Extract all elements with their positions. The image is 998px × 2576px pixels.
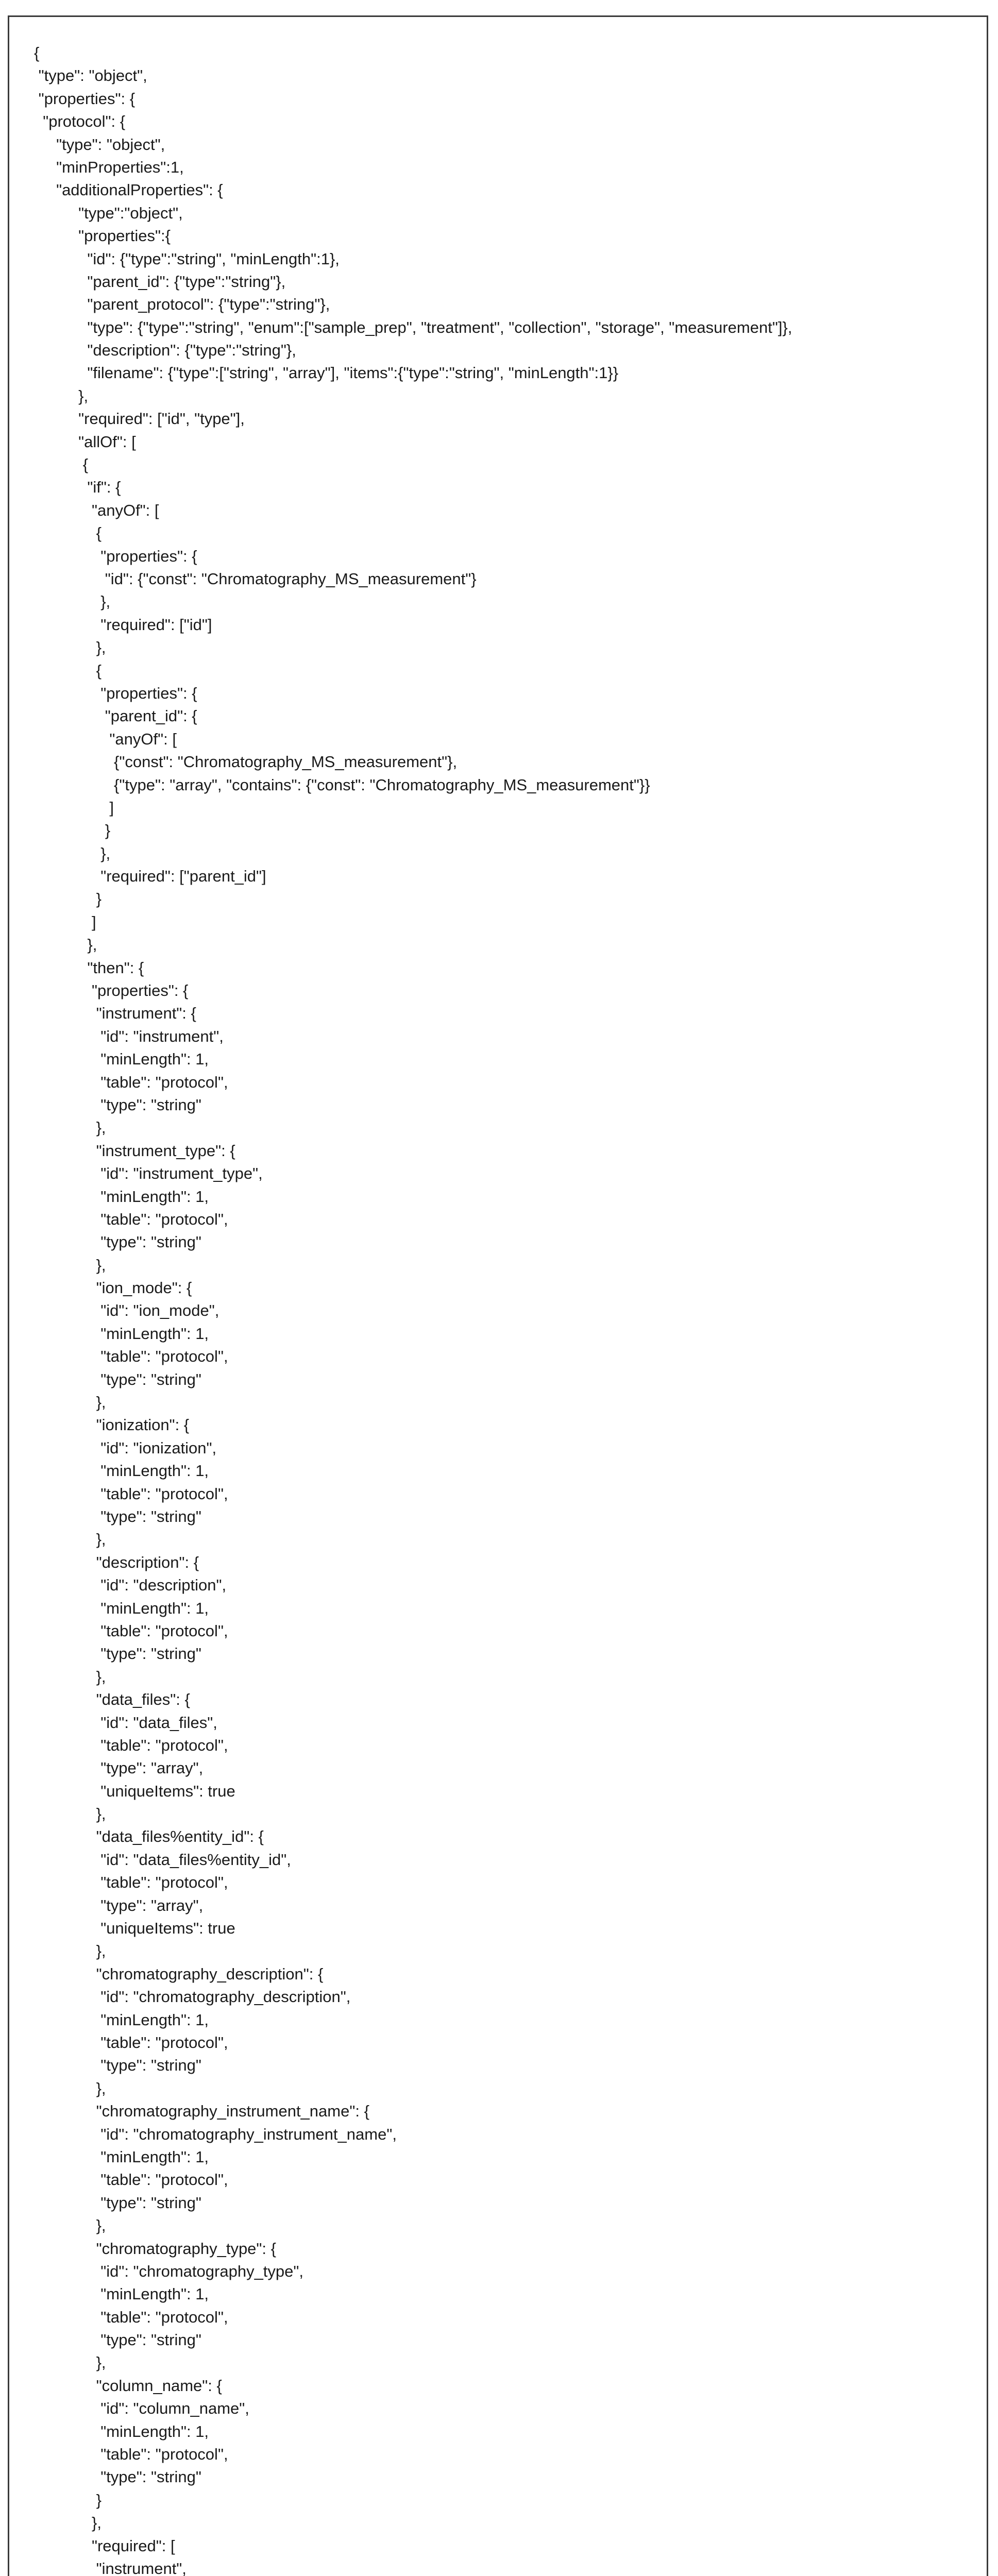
code-line: { xyxy=(34,455,89,474)
code-line: }, xyxy=(34,1256,106,1274)
code-line: "required": ["parent_id"] xyxy=(34,867,266,886)
code-line: "parent_id": {"type":"string"}, xyxy=(34,272,286,291)
code-line: "required": [ xyxy=(34,2536,175,2555)
code-line: "id": "data_files", xyxy=(34,1713,217,1732)
code-line: "table": "protocol", xyxy=(34,1073,228,1091)
code-line: "id": "ionization", xyxy=(34,1438,217,1457)
code-line: "minLength": 1, xyxy=(34,2010,209,2029)
code-line: }, xyxy=(34,1118,106,1137)
code-line: "chromatography_description": { xyxy=(34,1964,324,1983)
code-line: } xyxy=(34,821,111,840)
code-line: "chromatography_type": { xyxy=(34,2239,277,2258)
code-line: "properties": { xyxy=(34,89,136,108)
code-line: "type": "string" xyxy=(34,1095,201,1114)
code-line: } xyxy=(34,2490,102,2509)
code-line: "minLength": 1, xyxy=(34,1050,209,1069)
code-line: }, xyxy=(34,1805,106,1823)
code-line: "id": "description", xyxy=(34,1576,227,1595)
code-line: "type": "string" xyxy=(34,1645,201,1663)
code-line: ] xyxy=(34,798,114,817)
code-line: "allOf": [ xyxy=(34,432,136,451)
code-line: "type": "object", xyxy=(34,135,165,154)
code-line: "then": { xyxy=(34,958,144,977)
code-line: ] xyxy=(34,912,96,931)
code-line: { xyxy=(34,661,102,680)
code-line: }, xyxy=(34,2079,106,2097)
code-line: "table": "protocol", xyxy=(34,1621,228,1640)
code-line: "minLength": 1, xyxy=(34,1462,209,1480)
code-line: "instrument", xyxy=(34,2559,187,2576)
code-line: "ion_mode": { xyxy=(34,1279,192,1297)
code-line: }, xyxy=(34,1667,106,1686)
code-line: { xyxy=(34,44,40,62)
code-line: "table": "protocol", xyxy=(34,1736,228,1754)
code-line: "table": "protocol", xyxy=(34,1347,228,1366)
code-line: "instrument_type": { xyxy=(34,1141,235,1160)
code-line: "id": "column_name", xyxy=(34,2399,249,2418)
code-line: "anyOf": [ xyxy=(34,730,177,748)
code-line: "column_name": { xyxy=(34,2376,222,2395)
document-frame xyxy=(8,15,988,2576)
code-line: "type": "string" xyxy=(34,2056,201,2075)
code-line: "ionization": { xyxy=(34,1416,190,1434)
code-line: "protocol": { xyxy=(34,112,126,131)
code-line: { xyxy=(34,524,102,543)
code-line: "table": "protocol", xyxy=(34,1210,228,1228)
json-schema-code-block xyxy=(34,42,792,2576)
code-line: "minLength": 1, xyxy=(34,1599,209,1617)
code-line: "type": "array", xyxy=(34,1896,204,1914)
code-line: "id": "data_files%entity_id", xyxy=(34,1850,291,1869)
code-line: "table": "protocol", xyxy=(34,2033,228,2052)
code-line: }, xyxy=(34,2514,102,2532)
code-line: "type": "object", xyxy=(34,66,147,85)
code-line: "id": "instrument_type", xyxy=(34,1164,263,1183)
code-line: }, xyxy=(34,936,97,954)
code-line: "minLength": 1, xyxy=(34,2147,209,2166)
code-line: {"const": "Chromatography_MS_measurement"}, xyxy=(34,753,458,771)
code-line: }, xyxy=(34,386,89,405)
code-line: "id": "ion_mode", xyxy=(34,1301,219,1320)
code-line: "id": "chromatography_instrument_name", xyxy=(34,2125,397,2143)
code-line: }, xyxy=(34,2353,106,2372)
code-line: "id": "chromatography_description", xyxy=(34,1988,351,2006)
code-line: "additionalProperties": { xyxy=(34,181,223,199)
code-line: "instrument": { xyxy=(34,1004,196,1023)
code-line: "minLength": 1, xyxy=(34,2422,209,2441)
code-line: "table": "protocol", xyxy=(34,1484,228,1503)
code-line: }, xyxy=(34,592,111,611)
code-line: "id": "instrument", xyxy=(34,1027,224,1045)
code-line: "filename": {"type":["string", "array"], "items":{"type":"string", "minLength":1}} xyxy=(34,364,619,382)
code-line: "description": { xyxy=(34,1553,199,1571)
code-line: "type": "string" xyxy=(34,1370,201,1388)
code-line: "minLength": 1, xyxy=(34,2285,209,2303)
code-line: "parent_protocol": {"type":"string"}, xyxy=(34,295,330,314)
code-line: }, xyxy=(34,1942,106,1960)
code-line: "table": "protocol", xyxy=(34,1873,228,1892)
code-line: "data_files": { xyxy=(34,1690,190,1709)
code-line: "minLength": 1, xyxy=(34,1187,209,1206)
code-line: {"type": "array", "contains": {"const": "Chromatography_MS_measurement"}} xyxy=(34,775,650,794)
code-line: "parent_id": { xyxy=(34,707,197,725)
code-line: }, xyxy=(34,2216,106,2235)
code-line: "description": {"type":"string"}, xyxy=(34,341,296,360)
code-line: "type": "string" xyxy=(34,2193,201,2212)
code-line: "properties":{ xyxy=(34,227,171,245)
code-line: "data_files%entity_id": { xyxy=(34,1827,264,1846)
code-line: "if": { xyxy=(34,478,121,497)
code-line: "minProperties":1, xyxy=(34,158,184,176)
code-line: }, xyxy=(34,1393,106,1412)
code-line: "uniqueItems": true xyxy=(34,1919,235,1938)
code-line: "required": ["id"] xyxy=(34,615,212,634)
code-line: "type": "array", xyxy=(34,1759,204,1777)
code-line: "chromatography_instrument_name": { xyxy=(34,2102,369,2121)
code-line: }, xyxy=(34,1530,106,1549)
code-line: "properties": { xyxy=(34,981,189,1000)
code-line: "table": "protocol", xyxy=(34,2445,228,2464)
code-line: "type": "string" xyxy=(34,1233,201,1251)
code-line: "type": "string" xyxy=(34,2468,201,2486)
code-line: "properties": { xyxy=(34,547,197,565)
code-line: "minLength": 1, xyxy=(34,1324,209,1343)
code-line: "id": "chromatography_type", xyxy=(34,2262,304,2280)
code-line: }, xyxy=(34,638,106,657)
code-line: "uniqueItems": true xyxy=(34,1782,235,1800)
code-line: "anyOf": [ xyxy=(34,501,159,519)
code-line: "required": ["id", "type"], xyxy=(34,410,245,428)
code-line: }, xyxy=(34,844,111,862)
code-line: "type": "string" xyxy=(34,1507,201,1526)
code-line: "type": "string" xyxy=(34,2331,201,2349)
code-line: "table": "protocol", xyxy=(34,2171,228,2189)
code-line: "table": "protocol", xyxy=(34,2308,228,2326)
code-line: "type": {"type":"string", "enum":["sample_prep", "treatment", "collection", "storage", "measurement"]}, xyxy=(34,318,792,336)
code-line: "properties": { xyxy=(34,684,197,702)
code-line: "id": {"type":"string", "minLength":1}, xyxy=(34,249,340,268)
code-line: } xyxy=(34,890,102,908)
code-line: "type":"object", xyxy=(34,204,183,222)
code-line: "id": {"const": "Chromatography_MS_measurement"} xyxy=(34,569,477,588)
